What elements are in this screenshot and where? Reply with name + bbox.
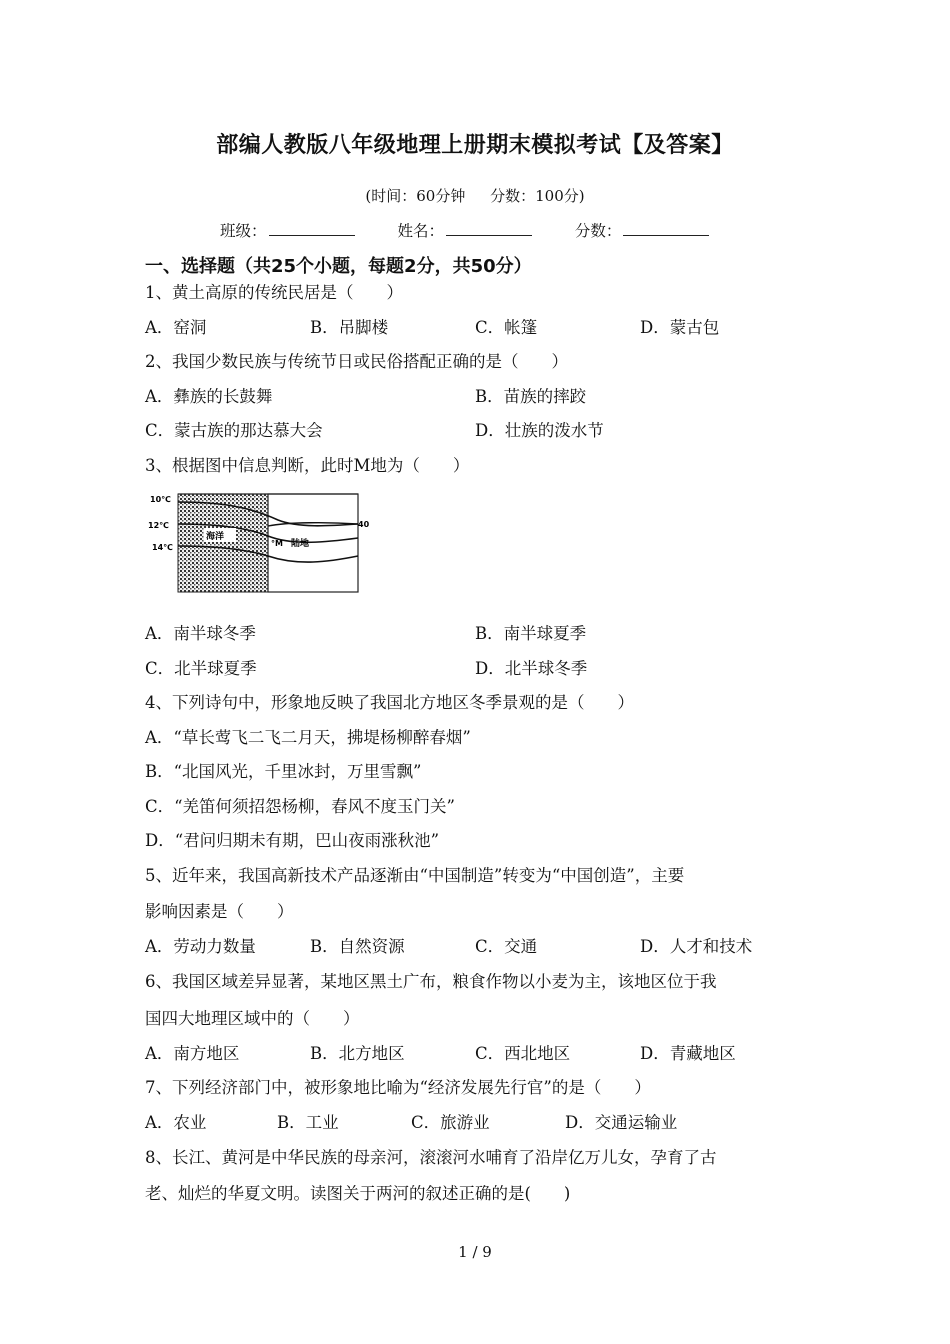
q4-option-c: C．“羌笛何须招怨杨柳，春风不度玉门关” (145, 797, 455, 816)
exam-info (0, 185, 950, 206)
question-6-stem-line-2: 国四大地理区域中的（ ） (145, 1009, 360, 1028)
q3-option-a: A．南半球冬季 (145, 624, 256, 643)
score-label: 分数： (574, 222, 622, 240)
q1-option-b: B．吊脚楼 (310, 318, 389, 337)
q7-option-d: D．交通运输业 (565, 1113, 678, 1132)
question-2-stem: 2、我国少数民族与传统节日或民俗搭配正确的是（ ） (145, 352, 568, 371)
q3-option-c: C．北半球夏季 (145, 659, 257, 678)
q5-option-c: C．交通 (475, 937, 538, 956)
exam-score: 分数：100分) (490, 187, 585, 205)
exam-time: (时间：60分钟 (365, 187, 466, 205)
label-latitude-40: 40 (358, 520, 370, 529)
class-blank[interactable] (269, 221, 355, 236)
q1-option-c: C．帐篷 (475, 318, 538, 337)
q5-option-b: B．自然资源 (310, 937, 405, 956)
q1-option-d: D．蒙古包 (640, 318, 720, 337)
name-field[interactable] (397, 219, 532, 241)
label-land: 陆地 (291, 539, 310, 549)
label-sea: 海洋 (206, 532, 225, 542)
question-5-stem-line-2: 影响因素是（ ） (145, 902, 294, 921)
question-6-stem-line-1: 6、我国区域差异显著，某地区黑土广布，粮食作物以小麦为主，该地区位于我 (145, 972, 717, 991)
q3-option-d: D．北半球冬季 (475, 659, 588, 678)
question-5-stem-line-1: 5、近年来，我国高新技术产品逐渐由“中国制造”转变为“中国创造”，主要 (145, 866, 685, 885)
class-field[interactable] (220, 219, 355, 241)
q6-option-b: B．北方地区 (310, 1044, 405, 1063)
section-heading: 一、选择题（共25个小题，每题2分，共50分） (145, 256, 532, 277)
question-8-stem-line-1: 8、长江、黄河是中华民族的母亲河，滚滚河水哺育了沿岸亿万儿女，孕育了古 (145, 1148, 717, 1167)
sea-area (178, 494, 268, 592)
student-fields (220, 219, 747, 241)
isotherm-figure (148, 490, 370, 596)
q3-option-b: B．南半球夏季 (475, 624, 587, 643)
label-10c: 10℃ (150, 495, 171, 504)
name-label: 姓名： (397, 222, 444, 240)
q7-option-a: A．农业 (145, 1113, 207, 1132)
page-title: 部编人教版八年级地理上册期末模拟考试【及答案】 (216, 133, 734, 158)
score-field[interactable] (575, 219, 710, 241)
q5-option-a: A．劳动力数量 (145, 937, 256, 956)
q5-option-d: D．人才和技术 (640, 937, 753, 956)
q2-option-c: C．蒙古族的那达慕大会 (145, 421, 323, 440)
q2-option-a: A．彝族的长鼓舞 (145, 387, 273, 406)
q7-option-c: C．旅游业 (411, 1113, 490, 1132)
question-4-stem: 4、下列诗句中，形象地反映了我国北方地区冬季景观的是（ ） (145, 693, 634, 712)
q2-option-d: D．壮族的泼水节 (475, 421, 604, 440)
q1-option-a: A．窑洞 (145, 318, 207, 337)
q2-option-b: B．苗族的摔跤 (475, 387, 587, 406)
question-3-stem: 3、根据图中信息判断，此时M地为（ ） (145, 456, 470, 475)
label-14c: 14℃ (152, 543, 173, 552)
q4-option-a: A．“草长莺飞二飞二月天，拂堤杨柳醉春烟” (145, 728, 471, 747)
question-1-stem: 1、黄土高原的传统民居是（ ） (145, 283, 403, 302)
q4-option-b: B．“北国风光，千里冰封，万里雪飘” (145, 762, 422, 781)
label-12c: 12℃ (148, 521, 169, 530)
label-m: °M (271, 539, 283, 548)
name-blank[interactable] (446, 221, 532, 236)
q6-option-d: D．青藏地区 (640, 1044, 736, 1063)
score-blank[interactable] (623, 221, 709, 236)
q6-option-c: C．西北地区 (475, 1044, 571, 1063)
q6-option-a: A．南方地区 (145, 1044, 240, 1063)
page-number: 1 / 9 (458, 1243, 492, 1261)
question-8-stem-line-2: 老、灿烂的华夏文明。读图关于两河的叙述正确的是( ) (145, 1184, 571, 1203)
q7-option-b: B．工业 (277, 1113, 339, 1132)
question-7-stem: 7、下列经济部门中，被形象地比喻为“经济发展先行官”的是（ ） (145, 1078, 651, 1097)
q4-option-d: D．“君问归期未有期，巴山夜雨涨秋池” (145, 831, 440, 850)
class-label: 班级： (220, 222, 267, 240)
